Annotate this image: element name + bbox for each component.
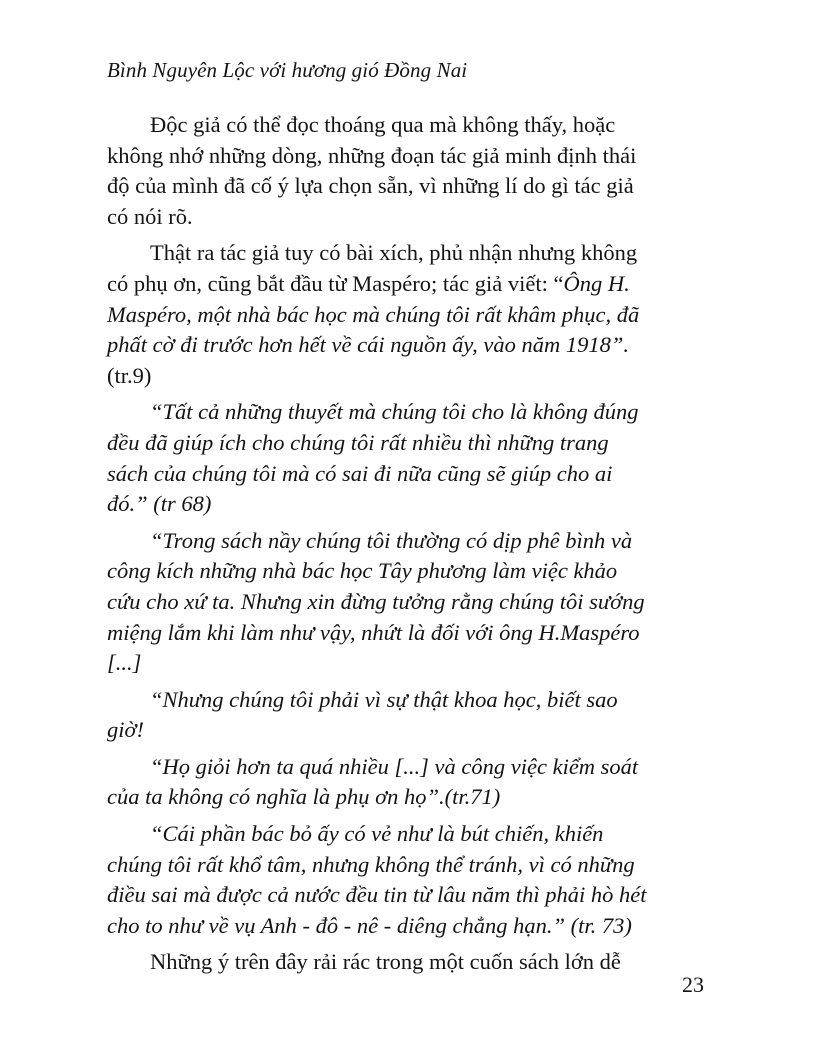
- text-line: Những ý trên đây rải rác trong một cuốn sách lớn dễ: [150, 949, 621, 975]
- page-number: 23: [682, 972, 704, 997]
- text-line: “Nhưng chúng tôi phải vì sự thật khoa học, biết sao: [150, 686, 618, 712]
- text-line: độ của mình đã cố ý lựa chọn sẵn, vì những lí do gì tác giả: [107, 173, 634, 199]
- text-line: “Tất cả những thuyết mà chúng tôi cho là không đúng: [150, 399, 639, 425]
- text-line: [...]: [107, 650, 142, 676]
- text-line: giờ!: [107, 717, 145, 743]
- quote-paragraph: [107, 685, 709, 746]
- quote-paragraph: [107, 526, 709, 679]
- text-line: Thật ra tác giả tuy có bài xích, phủ nhận nhưng không: [150, 240, 638, 266]
- text-line: miệng lắm khi làm như vậy, nhứt là đối với ông H.Maspéro: [107, 619, 640, 645]
- text-line: có nói rõ.: [107, 203, 193, 229]
- text-line: phất cờ đi trước hơn hết về cái nguồn ấy, vào năm 1918”.: [107, 332, 629, 358]
- text-line: “Họ giỏi hơn ta quá nhiều [...] và công việc kiểm soát: [150, 753, 639, 779]
- text-line: công kích những nhà bác học Tây phương làm việc khảo: [107, 558, 618, 584]
- text-line: Maspéro, một nhà bác học mà chúng tôi rất khâm phục, đã: [107, 301, 640, 327]
- text-line: cho to như về vụ Anh - đô - nê - diêng chẳng hạn.” (tr. 73): [107, 912, 632, 938]
- text-line: của ta không có nghĩa là phụ ơn họ”.(tr.71): [107, 784, 501, 810]
- text-line: đều đã giúp ích cho chúng tôi rất nhiều thì những trang: [107, 429, 609, 455]
- text-line: cứu cho xứ ta. Nhưng xin đừng tưởng rằng chúng tôi sướng: [107, 588, 645, 614]
- text-line: Độc giả có thể đọc thoáng qua mà không thấy, hoặc: [150, 112, 616, 137]
- text-line: (tr.9): [107, 362, 152, 388]
- text-line: đó.” (tr 68): [107, 491, 212, 517]
- running-header: Bình Nguyên Lộc với hương gió Đồng Nai: [107, 58, 468, 82]
- text-line-italic: Ông H.: [563, 270, 630, 296]
- text-line: sách của chúng tôi mà có sai đi nữa cũng sẽ giúp cho ai: [107, 460, 613, 486]
- paragraph: [107, 238, 709, 391]
- quote-paragraph: [107, 752, 709, 813]
- text-line: “Cái phần bác bỏ ấy có vẻ như là bút chiến, khiến: [150, 821, 604, 847]
- text-line: không nhớ những dòng, những đoạn tác giả minh định thái: [107, 142, 637, 168]
- paragraph: [107, 110, 709, 232]
- text-line: điều sai mà được cả nước đều tin từ lâu năm thì phải hò hét: [107, 882, 647, 908]
- quote-paragraph: [107, 819, 709, 941]
- text-line: “Trong sách nầy chúng tôi thường có dịp phê bình và: [150, 527, 633, 553]
- text-line-roman: có phụ ơn, cũng bắt đầu từ Maspéro; tác giả viết: “: [107, 270, 564, 296]
- page-body: [107, 110, 709, 984]
- quote-paragraph: [107, 397, 709, 519]
- text-line: [107, 269, 709, 300]
- text-line: chúng tôi rất khổ tâm, nhưng không thể tránh, vì có những: [107, 851, 635, 877]
- paragraph: [107, 947, 709, 978]
